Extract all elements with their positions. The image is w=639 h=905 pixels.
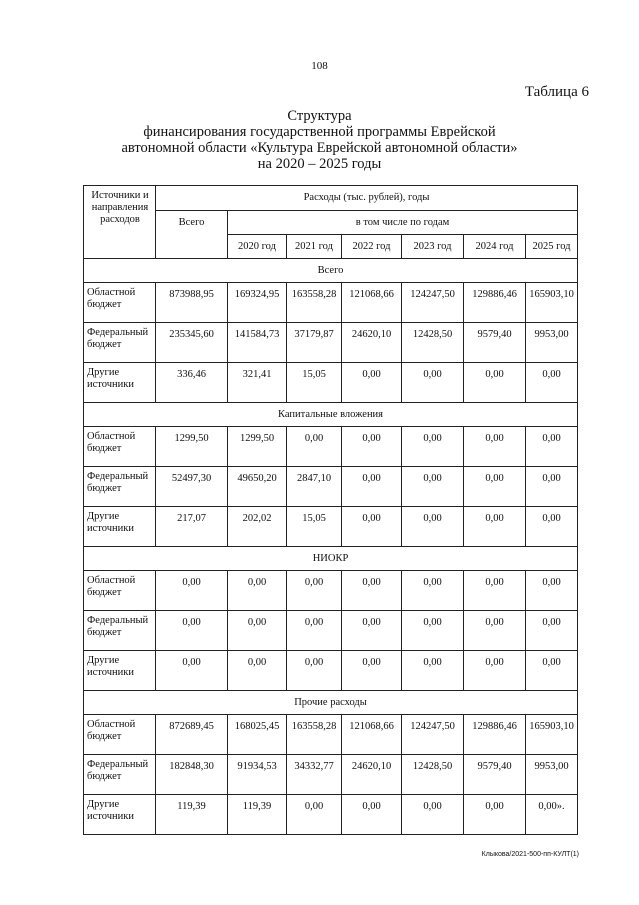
row-value: 124247,50 [402,715,464,755]
row-value: 0,00 [526,571,578,611]
row-value: 165903,10 [526,283,578,323]
title-line: Структура [287,108,352,124]
row-value: 121068,66 [342,715,402,755]
table-row [84,651,578,691]
row-value: 2847,10 [287,467,342,507]
row-value: 0,00 [402,467,464,507]
row-value: 182848,30 [156,755,228,795]
header-year: 2024 год [464,235,526,259]
row-value: 0,00 [342,507,402,547]
row-source: Другие источники [84,363,156,403]
row-value: 129886,46 [464,283,526,323]
section-title: НИОКР [84,547,578,571]
row-source: Другие источники [84,507,156,547]
table-row [84,323,578,363]
row-value: 0,00 [464,611,526,651]
row-value: 9579,40 [464,323,526,363]
row-value: 0,00 [526,467,578,507]
header-year: 2020 год [228,235,287,259]
row-value: 0,00 [526,427,578,467]
title-line: автономной области «Культура Еврейской автономной области» [121,140,518,156]
row-value: 0,00 [464,571,526,611]
row-value: 0,00 [526,507,578,547]
row-value: 0,00 [156,651,228,691]
row-source: Федеральный бюджет [84,323,156,363]
row-value: 0,00 [526,363,578,403]
section-title: Прочие расходы [84,691,578,715]
row-value: 0,00». [526,795,578,835]
row-source: Другие источники [84,795,156,835]
row-value: 9953,00 [526,323,578,363]
row-value: 873988,95 [156,283,228,323]
header-sources: Источники и направления расходов [84,186,156,259]
footer-code: Клыкова/2021-500-пп-КУЛТ(1) [481,851,579,858]
row-value: 0,00 [342,571,402,611]
row-value: 169324,95 [228,283,287,323]
row-value: 0,00 [287,427,342,467]
row-value: 34332,77 [287,755,342,795]
row-value: 119,39 [228,795,287,835]
row-value: 24620,10 [342,755,402,795]
page-number: 108 [311,60,328,72]
table-row [84,283,578,323]
row-value: 12428,50 [402,323,464,363]
row-value: 0,00 [342,363,402,403]
row-value: 165903,10 [526,715,578,755]
row-value: 24620,10 [342,323,402,363]
row-value: 0,00 [156,571,228,611]
row-value: 336,46 [156,363,228,403]
table-row [84,571,578,611]
header-including: в том числе по годам [228,211,578,235]
row-value: 0,00 [464,795,526,835]
row-value: 163558,28 [287,283,342,323]
header-total: Всего [156,211,228,259]
title-line: на 2020 – 2025 годы [257,156,382,172]
table-label: Таблица 6 [524,84,589,100]
row-value: 235345,60 [156,323,228,363]
row-source: Областной бюджет [84,571,156,611]
row-value: 0,00 [402,427,464,467]
row-value: 9579,40 [464,755,526,795]
row-value: 0,00 [526,651,578,691]
row-value: 129886,46 [464,715,526,755]
row-value: 1299,50 [228,427,287,467]
row-value: 0,00 [402,507,464,547]
row-value: 0,00 [342,427,402,467]
section-row [84,403,578,427]
row-value: 37179,87 [287,323,342,363]
row-value: 0,00 [342,611,402,651]
table-row [84,715,578,755]
table-row [84,795,578,835]
row-value: 321,41 [228,363,287,403]
row-value: 0,00 [342,795,402,835]
row-value: 0,00 [464,507,526,547]
table-row [84,363,578,403]
row-value: 0,00 [464,363,526,403]
row-value: 0,00 [287,795,342,835]
row-source: Федеральный бюджет [84,611,156,651]
row-value: 91934,53 [228,755,287,795]
row-source: Другие источники [84,651,156,691]
financing-table [83,185,578,835]
row-value: 121068,66 [342,283,402,323]
table-row [84,427,578,467]
row-value: 0,00 [402,363,464,403]
row-value: 0,00 [287,611,342,651]
row-value: 0,00 [464,467,526,507]
row-value: 202,02 [228,507,287,547]
header-year: 2025 год [526,235,578,259]
section-row [84,259,578,283]
document-title [0,108,639,172]
row-value: 49650,20 [228,467,287,507]
row-value: 52497,30 [156,467,228,507]
section-title: Всего [84,259,578,283]
table-row [84,467,578,507]
row-source: Федеральный бюджет [84,755,156,795]
row-value: 0,00 [228,651,287,691]
table-row [84,611,578,651]
row-value: 12428,50 [402,755,464,795]
row-value: 0,00 [464,427,526,467]
row-value: 0,00 [342,651,402,691]
row-value: 0,00 [287,651,342,691]
row-value: 0,00 [402,611,464,651]
row-value: 0,00 [156,611,228,651]
row-value: 0,00 [464,651,526,691]
row-value: 9953,00 [526,755,578,795]
row-value: 0,00 [402,795,464,835]
row-value: 217,07 [156,507,228,547]
row-value: 141584,73 [228,323,287,363]
row-source: Областной бюджет [84,715,156,755]
row-value: 0,00 [402,571,464,611]
row-value: 163558,28 [287,715,342,755]
title-line: финансирования государственной программы Еврейской [143,124,496,140]
header-year: 2021 год [287,235,342,259]
row-value: 0,00 [402,651,464,691]
section-title: Капитальные вложения [84,403,578,427]
table-row [84,755,578,795]
row-value: 119,39 [156,795,228,835]
section-row [84,691,578,715]
header-year: 2022 год [342,235,402,259]
header-expenses: Расходы (тыс. рублей), годы [156,186,578,211]
row-source: Федеральный бюджет [84,467,156,507]
row-value: 15,05 [287,363,342,403]
row-value: 0,00 [526,611,578,651]
section-row [84,547,578,571]
row-value: 1299,50 [156,427,228,467]
table-row [84,507,578,547]
row-value: 168025,45 [228,715,287,755]
header-year: 2023 год [402,235,464,259]
row-value: 124247,50 [402,283,464,323]
row-source: Областной бюджет [84,283,156,323]
row-value: 872689,45 [156,715,228,755]
row-value: 15,05 [287,507,342,547]
row-value: 0,00 [342,467,402,507]
row-value: 0,00 [228,611,287,651]
row-source: Областной бюджет [84,427,156,467]
row-value: 0,00 [228,571,287,611]
row-value: 0,00 [287,571,342,611]
